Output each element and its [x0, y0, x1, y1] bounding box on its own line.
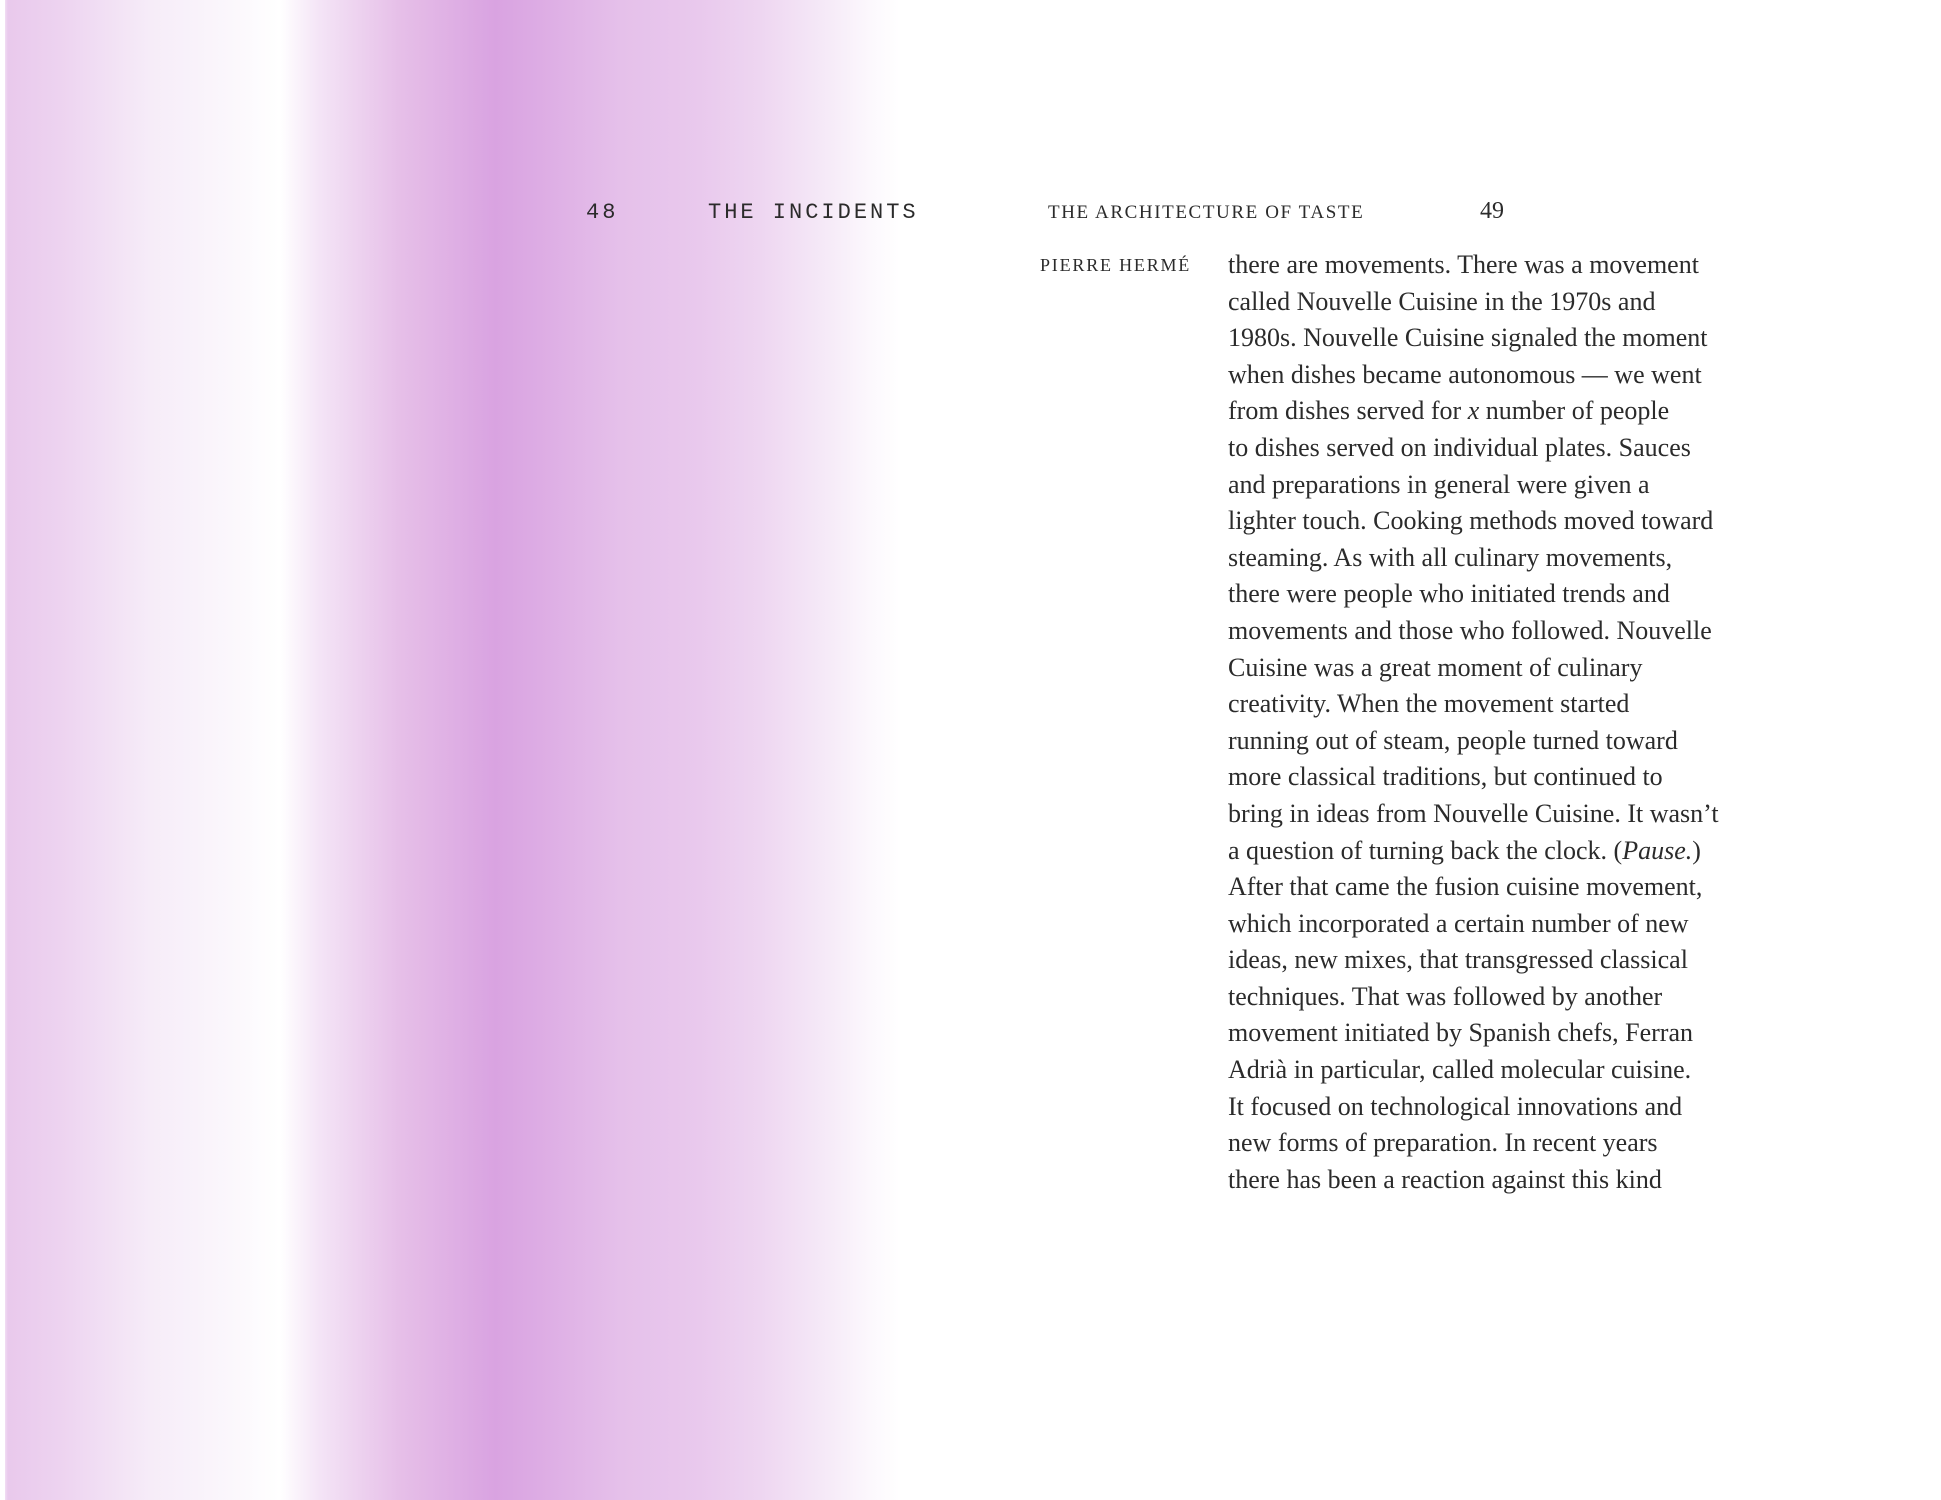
body-text-line: to dishes served on individual plates. Sauces [1228, 432, 1691, 462]
body-text-line: Cuisine was a great moment of culinary [1228, 652, 1643, 682]
body-text-line: new forms of preparation. In recent years [1228, 1128, 1658, 1158]
body-text-line: there has been a reaction against this kind [1228, 1164, 1662, 1194]
body-text-line: called Nouvelle Cuisine in the 1970s and [1228, 286, 1656, 316]
left-page-number: 48 [586, 200, 619, 225]
body-text-line: After that came the fusion cuisine movement, [1228, 872, 1703, 902]
line-text: a question of turning back the clock. ( [1228, 835, 1623, 865]
body-text-line: steaming. As with all culinary movements, [1228, 542, 1673, 572]
body-text-line: creativity. When the movement started [1228, 689, 1630, 719]
body-text-line: ideas, new mixes, that transgressed classical [1228, 945, 1688, 975]
body-text-line [1228, 833, 1828, 870]
body-text-line: techniques. That was followed by another [1228, 981, 1663, 1011]
body-text-line: movements and those who followed. Nouvelle [1228, 615, 1712, 645]
body-text-line: which incorporated a certain number of new [1228, 908, 1689, 938]
body-text-line: there were people who initiated trends and [1228, 579, 1670, 609]
body-text-line: It focused on technological innovations and [1228, 1091, 1683, 1121]
left-page-gradient-band [0, 0, 900, 1500]
body-text-line: Adrià in particular, called molecular cuisine. [1228, 1055, 1692, 1085]
body-text-line: running out of steam, people turned toward [1228, 725, 1678, 755]
body-text-line: lighter touch. Cooking methods moved toward [1228, 506, 1714, 536]
left-running-head: THE INCIDENTS [708, 200, 919, 225]
body-text-line: movement initiated by Spanish chefs, Ferran [1228, 1018, 1694, 1048]
body-text-line: 1980s. Nouvelle Cuisine signaled the moment [1228, 323, 1708, 353]
italic-text: Pause. [1622, 835, 1693, 865]
body-text-line: bring in ideas from Nouvelle Cuisine. It wasn’t [1228, 798, 1719, 828]
body-text-line: and preparations in general were given a [1228, 469, 1650, 499]
line-text: number of people [1479, 396, 1670, 426]
line-text: from dishes served for [1228, 396, 1468, 426]
speaker-name: PIERRE HERMÉ [1040, 255, 1192, 275]
page-edge [0, 0, 5, 1500]
line-text: ) [1692, 835, 1701, 865]
italic-text: x [1467, 396, 1480, 426]
body-text [1228, 247, 1828, 1198]
right-page-number: 49 [1480, 198, 1504, 224]
body-text-line: when dishes became autonomous — we went [1228, 359, 1702, 389]
body-text-line: more classical traditions, but continued to [1228, 762, 1663, 792]
right-running-head: THE ARCHITECTURE OF TASTE [1048, 202, 1365, 223]
body-text-line [1228, 393, 1828, 430]
body-text-line: there are movements. There was a movement [1228, 250, 1699, 279]
